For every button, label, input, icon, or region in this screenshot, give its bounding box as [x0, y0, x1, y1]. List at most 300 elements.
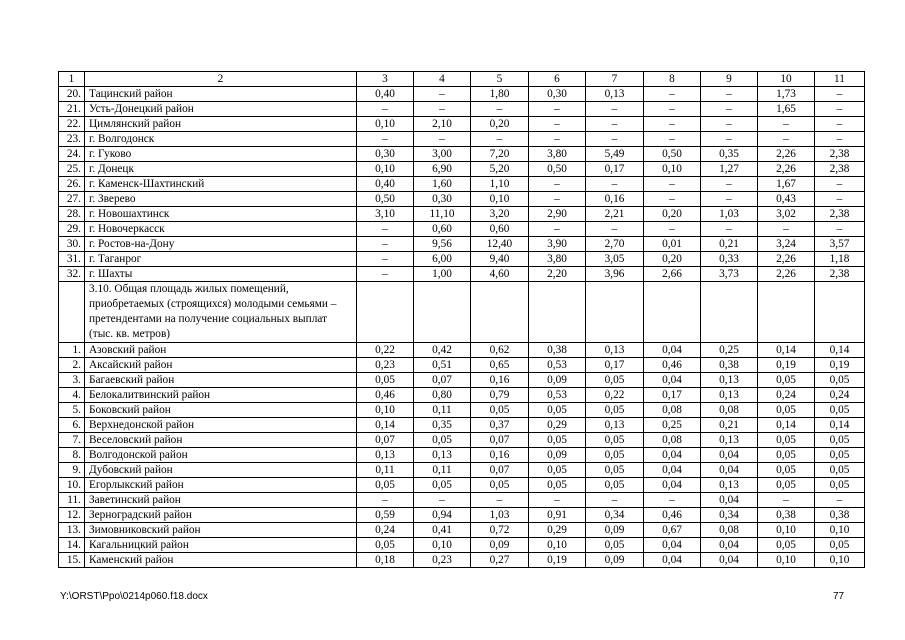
- section-title: 3.10. Общая площадь жилых помещений, приобретаемых (строящихся) молодыми семьями – претендентами на получение социальных выплат (тыс. кв. метров): [85, 282, 357, 343]
- row-number: 4.: [59, 388, 85, 403]
- value-cell: 3,02: [758, 207, 815, 222]
- value-cell: –: [701, 192, 758, 207]
- value-cell: 0,42: [414, 343, 471, 358]
- value-cell: 0,05: [758, 448, 815, 463]
- empty-cell: [529, 282, 586, 343]
- row-number: 23.: [59, 132, 85, 147]
- row-name: Боковский район: [85, 403, 357, 418]
- table-row: [59, 87, 865, 102]
- value-cell: 0,38: [701, 358, 758, 373]
- row-name: Егорлыкский район: [85, 478, 357, 493]
- value-cell: –: [815, 177, 865, 192]
- value-cell: –: [586, 117, 644, 132]
- value-cell: 0,21: [701, 237, 758, 252]
- value-cell: 0,08: [644, 403, 701, 418]
- value-cell: 3,20: [471, 207, 529, 222]
- row-number: 14.: [59, 538, 85, 553]
- row-number: 22.: [59, 117, 85, 132]
- column-header: 7: [586, 72, 644, 87]
- table-row: [59, 162, 865, 177]
- table-row: [59, 102, 865, 117]
- value-cell: –: [529, 177, 586, 192]
- row-name: Дубовский район: [85, 463, 357, 478]
- empty-cell: [357, 282, 414, 343]
- value-cell: –: [644, 222, 701, 237]
- row-name: г. Ростов-на-Дону: [85, 237, 357, 252]
- column-header: 8: [644, 72, 701, 87]
- empty-cell: [414, 282, 471, 343]
- table-row: [59, 207, 865, 222]
- value-cell: 0,04: [701, 463, 758, 478]
- value-cell: 0,13: [586, 87, 644, 102]
- value-cell: 0,05: [586, 538, 644, 553]
- empty-cell: [815, 282, 865, 343]
- value-cell: 1,18: [815, 252, 865, 267]
- value-cell: 2,26: [758, 147, 815, 162]
- value-cell: 0,29: [529, 523, 586, 538]
- value-cell: 3,00: [414, 147, 471, 162]
- row-number: 3.: [59, 373, 85, 388]
- row-number: 7.: [59, 433, 85, 448]
- value-cell: –: [815, 222, 865, 237]
- value-cell: 0,16: [471, 448, 529, 463]
- row-name: Багаевский район: [85, 373, 357, 388]
- row-number: 20.: [59, 87, 85, 102]
- value-cell: 0,07: [357, 433, 414, 448]
- value-cell: 0,05: [586, 448, 644, 463]
- value-cell: 0,30: [414, 192, 471, 207]
- value-cell: 0,05: [414, 433, 471, 448]
- value-cell: 0,10: [414, 538, 471, 553]
- value-cell: –: [357, 132, 414, 147]
- table-row: [59, 433, 865, 448]
- value-cell: –: [529, 132, 586, 147]
- table-row: [59, 358, 865, 373]
- value-cell: 0,24: [815, 388, 865, 403]
- value-cell: 0,04: [701, 493, 758, 508]
- value-cell: 1,00: [414, 267, 471, 282]
- value-cell: 0,05: [529, 463, 586, 478]
- value-cell: 2,26: [758, 252, 815, 267]
- value-cell: 0,11: [414, 403, 471, 418]
- table-row: [59, 538, 865, 553]
- value-cell: 4,60: [471, 267, 529, 282]
- value-cell: 0,07: [471, 463, 529, 478]
- row-name: г. Шахты: [85, 267, 357, 282]
- table-row: [59, 478, 865, 493]
- value-cell: 11,10: [414, 207, 471, 222]
- value-cell: 0,10: [644, 162, 701, 177]
- value-cell: 0,05: [357, 478, 414, 493]
- row-number: 15.: [59, 553, 85, 568]
- value-cell: 0,05: [586, 433, 644, 448]
- value-cell: 0,05: [586, 463, 644, 478]
- column-header: 1: [59, 72, 85, 87]
- header-row: [59, 72, 865, 87]
- row-name: г. Волгодонск: [85, 132, 357, 147]
- value-cell: 0,23: [414, 553, 471, 568]
- value-cell: 2,38: [815, 162, 865, 177]
- value-cell: –: [815, 102, 865, 117]
- row-name: г. Каменск-Шахтинский: [85, 177, 357, 192]
- value-cell: –: [357, 102, 414, 117]
- value-cell: –: [701, 177, 758, 192]
- value-cell: 0,10: [357, 403, 414, 418]
- value-cell: 0,05: [471, 478, 529, 493]
- value-cell: 0,13: [357, 448, 414, 463]
- row-number: 29.: [59, 222, 85, 237]
- value-cell: –: [414, 102, 471, 117]
- row-number: 11.: [59, 493, 85, 508]
- value-cell: –: [758, 493, 815, 508]
- row-name: Азовский район: [85, 343, 357, 358]
- value-cell: 0,46: [644, 508, 701, 523]
- value-cell: 0,05: [414, 478, 471, 493]
- value-cell: 0,05: [357, 373, 414, 388]
- column-header: 11: [815, 72, 865, 87]
- value-cell: 0,20: [471, 117, 529, 132]
- value-cell: 0,04: [701, 553, 758, 568]
- table-row: [59, 448, 865, 463]
- value-cell: 3,57: [815, 237, 865, 252]
- value-cell: 0,21: [701, 418, 758, 433]
- table-row: [59, 132, 865, 147]
- value-cell: 0,35: [414, 418, 471, 433]
- value-cell: –: [644, 493, 701, 508]
- value-cell: 2,26: [758, 162, 815, 177]
- table-row: [59, 418, 865, 433]
- value-cell: 0,05: [586, 403, 644, 418]
- table-row: [59, 523, 865, 538]
- value-cell: 3,73: [701, 267, 758, 282]
- value-cell: 0,04: [644, 538, 701, 553]
- value-cell: –: [815, 192, 865, 207]
- value-cell: 1,60: [414, 177, 471, 192]
- table-row: [59, 147, 865, 162]
- value-cell: –: [357, 222, 414, 237]
- value-cell: –: [701, 117, 758, 132]
- value-cell: 0,09: [586, 523, 644, 538]
- value-cell: 3,05: [586, 252, 644, 267]
- value-cell: 0,04: [644, 373, 701, 388]
- value-cell: 0,14: [357, 418, 414, 433]
- value-cell: 0,79: [471, 388, 529, 403]
- value-cell: 0,05: [815, 403, 865, 418]
- table-row: [59, 192, 865, 207]
- value-cell: 0,17: [586, 162, 644, 177]
- value-cell: –: [644, 192, 701, 207]
- value-cell: 1,10: [471, 177, 529, 192]
- value-cell: 0,17: [586, 358, 644, 373]
- value-cell: –: [586, 493, 644, 508]
- value-cell: 0,11: [414, 463, 471, 478]
- value-cell: 0,38: [815, 508, 865, 523]
- row-number: 32.: [59, 267, 85, 282]
- value-cell: 0,18: [357, 553, 414, 568]
- table-row: [59, 237, 865, 252]
- value-cell: –: [529, 117, 586, 132]
- empty-cell: [586, 282, 644, 343]
- value-cell: 0,04: [644, 463, 701, 478]
- value-cell: 6,90: [414, 162, 471, 177]
- value-cell: 1,73: [758, 87, 815, 102]
- row-number: 12.: [59, 508, 85, 523]
- value-cell: –: [701, 222, 758, 237]
- value-cell: –: [701, 87, 758, 102]
- row-number: 25.: [59, 162, 85, 177]
- value-cell: 0,05: [815, 538, 865, 553]
- value-cell: 0,05: [815, 463, 865, 478]
- value-cell: 1,27: [701, 162, 758, 177]
- value-cell: 3,80: [529, 252, 586, 267]
- value-cell: 7,20: [471, 147, 529, 162]
- value-cell: –: [529, 493, 586, 508]
- value-cell: 0,10: [758, 553, 815, 568]
- value-cell: 0,10: [357, 162, 414, 177]
- row-name: г. Новочеркасск: [85, 222, 357, 237]
- value-cell: 0,05: [815, 433, 865, 448]
- value-cell: 0,19: [758, 358, 815, 373]
- value-cell: –: [586, 222, 644, 237]
- row-name: Белокалитвинский район: [85, 388, 357, 403]
- value-cell: 0,05: [758, 538, 815, 553]
- value-cell: 0,05: [758, 478, 815, 493]
- row-number: 13.: [59, 523, 85, 538]
- value-cell: –: [644, 177, 701, 192]
- row-name: Кагальницкий район: [85, 538, 357, 553]
- row-name: Зерноградский район: [85, 508, 357, 523]
- value-cell: 2,66: [644, 267, 701, 282]
- row-number: 2.: [59, 358, 85, 373]
- value-cell: –: [471, 132, 529, 147]
- row-name: Волгодонской район: [85, 448, 357, 463]
- value-cell: 0,01: [644, 237, 701, 252]
- value-cell: 0,10: [357, 117, 414, 132]
- value-cell: 0,62: [471, 343, 529, 358]
- value-cell: –: [644, 117, 701, 132]
- value-cell: 0,24: [758, 388, 815, 403]
- empty-cell: [758, 282, 815, 343]
- column-header: 9: [701, 72, 758, 87]
- column-header: 6: [529, 72, 586, 87]
- table-row: [59, 388, 865, 403]
- value-cell: 0,34: [701, 508, 758, 523]
- value-cell: 9,40: [471, 252, 529, 267]
- value-cell: 0,19: [529, 553, 586, 568]
- value-cell: 0,17: [644, 388, 701, 403]
- value-cell: 0,13: [701, 373, 758, 388]
- value-cell: 0,46: [644, 358, 701, 373]
- value-cell: –: [701, 102, 758, 117]
- row-number: 10.: [59, 478, 85, 493]
- value-cell: 0,04: [644, 553, 701, 568]
- value-cell: 1,65: [758, 102, 815, 117]
- value-cell: 0,09: [471, 538, 529, 553]
- value-cell: 0,24: [357, 523, 414, 538]
- value-cell: 0,08: [701, 523, 758, 538]
- table-row: [59, 493, 865, 508]
- data-table: [58, 71, 865, 568]
- value-cell: 3,90: [529, 237, 586, 252]
- value-cell: 2,38: [815, 147, 865, 162]
- value-cell: 3,10: [357, 207, 414, 222]
- value-cell: 0,13: [586, 418, 644, 433]
- value-cell: –: [586, 132, 644, 147]
- value-cell: 0,41: [414, 523, 471, 538]
- value-cell: 6,00: [414, 252, 471, 267]
- row-name: Цимлянский район: [85, 117, 357, 132]
- value-cell: 0,05: [758, 403, 815, 418]
- row-number: 6.: [59, 418, 85, 433]
- value-cell: 1,03: [701, 207, 758, 222]
- table-row: [59, 463, 865, 478]
- value-cell: –: [701, 132, 758, 147]
- value-cell: 12,40: [471, 237, 529, 252]
- value-cell: 5,20: [471, 162, 529, 177]
- value-cell: 0,05: [758, 433, 815, 448]
- table-row: [59, 222, 865, 237]
- row-number: 31.: [59, 252, 85, 267]
- row-name: г. Донецк: [85, 162, 357, 177]
- value-cell: 3,24: [758, 237, 815, 252]
- value-cell: 0,22: [586, 388, 644, 403]
- row-number: 27.: [59, 192, 85, 207]
- value-cell: –: [529, 192, 586, 207]
- table-row: [59, 373, 865, 388]
- value-cell: 0,65: [471, 358, 529, 373]
- value-cell: 0,04: [644, 448, 701, 463]
- value-cell: 0,13: [701, 433, 758, 448]
- value-cell: 0,05: [815, 478, 865, 493]
- value-cell: –: [414, 132, 471, 147]
- row-name: г. Гуково: [85, 147, 357, 162]
- value-cell: 9,56: [414, 237, 471, 252]
- value-cell: 0,53: [529, 358, 586, 373]
- value-cell: 0,53: [529, 388, 586, 403]
- value-cell: 0,51: [414, 358, 471, 373]
- value-cell: 1,67: [758, 177, 815, 192]
- row-name: Аксайский район: [85, 358, 357, 373]
- value-cell: 0,29: [529, 418, 586, 433]
- table-row: [59, 267, 865, 282]
- value-cell: –: [758, 222, 815, 237]
- value-cell: 0,14: [758, 343, 815, 358]
- value-cell: 0,19: [815, 358, 865, 373]
- row-name: Верхнедонской район: [85, 418, 357, 433]
- table-row: [59, 252, 865, 267]
- value-cell: 0,35: [701, 147, 758, 162]
- value-cell: 0,46: [357, 388, 414, 403]
- value-cell: –: [644, 132, 701, 147]
- value-cell: 0,10: [815, 523, 865, 538]
- value-cell: 0,38: [758, 508, 815, 523]
- value-cell: 2,20: [529, 267, 586, 282]
- value-cell: 0,09: [529, 448, 586, 463]
- value-cell: 0,37: [471, 418, 529, 433]
- value-cell: 0,30: [529, 87, 586, 102]
- value-cell: 0,13: [701, 478, 758, 493]
- value-cell: 0,04: [701, 538, 758, 553]
- value-cell: 0,33: [701, 252, 758, 267]
- value-cell: 1,03: [471, 508, 529, 523]
- value-cell: 1,80: [471, 87, 529, 102]
- value-cell: 0,13: [414, 448, 471, 463]
- column-header: 5: [471, 72, 529, 87]
- value-cell: 0,14: [758, 418, 815, 433]
- value-cell: –: [586, 102, 644, 117]
- value-cell: 0,10: [758, 523, 815, 538]
- value-cell: –: [815, 87, 865, 102]
- value-cell: 0,20: [644, 252, 701, 267]
- value-cell: 0,10: [815, 553, 865, 568]
- row-number: 30.: [59, 237, 85, 252]
- value-cell: 0,05: [529, 403, 586, 418]
- value-cell: 0,22: [357, 343, 414, 358]
- value-cell: 0,05: [758, 373, 815, 388]
- value-cell: 2,10: [414, 117, 471, 132]
- value-cell: 0,50: [357, 192, 414, 207]
- value-cell: –: [414, 87, 471, 102]
- value-cell: 0,10: [529, 538, 586, 553]
- row-name: Веселовский район: [85, 433, 357, 448]
- value-cell: –: [758, 117, 815, 132]
- footer-file-path: Y:\ORST\Ppo\0214p060.f18.docx: [60, 591, 208, 602]
- row-number: 9.: [59, 463, 85, 478]
- row-name: г. Таганрог: [85, 252, 357, 267]
- value-cell: –: [586, 177, 644, 192]
- value-cell: –: [529, 102, 586, 117]
- value-cell: –: [758, 132, 815, 147]
- row-name: Каменский район: [85, 553, 357, 568]
- row-name: Тацинский район: [85, 87, 357, 102]
- value-cell: 0,38: [529, 343, 586, 358]
- value-cell: 0,27: [471, 553, 529, 568]
- value-cell: 0,50: [529, 162, 586, 177]
- value-cell: 0,60: [471, 222, 529, 237]
- value-cell: –: [815, 132, 865, 147]
- row-name: Заветинский район: [85, 493, 357, 508]
- value-cell: 0,09: [529, 373, 586, 388]
- value-cell: 0,10: [471, 192, 529, 207]
- value-cell: –: [471, 493, 529, 508]
- value-cell: –: [529, 222, 586, 237]
- value-cell: –: [644, 102, 701, 117]
- section-row: [59, 282, 865, 343]
- row-name: Усть-Донецкий район: [85, 102, 357, 117]
- row-name: г. Новошахтинск: [85, 207, 357, 222]
- value-cell: 0,43: [758, 192, 815, 207]
- value-cell: 0,13: [586, 343, 644, 358]
- table-row: [59, 117, 865, 132]
- value-cell: 0,13: [701, 388, 758, 403]
- value-cell: 0,11: [357, 463, 414, 478]
- value-cell: –: [414, 493, 471, 508]
- value-cell: 0,07: [414, 373, 471, 388]
- value-cell: 0,16: [586, 192, 644, 207]
- value-cell: 3,96: [586, 267, 644, 282]
- value-cell: 0,05: [815, 448, 865, 463]
- row-number: 26.: [59, 177, 85, 192]
- value-cell: 0,16: [471, 373, 529, 388]
- value-cell: 0,08: [644, 433, 701, 448]
- value-cell: 0,05: [758, 463, 815, 478]
- value-cell: 0,80: [414, 388, 471, 403]
- value-cell: 0,34: [586, 508, 644, 523]
- value-cell: 0,08: [701, 403, 758, 418]
- value-cell: –: [815, 493, 865, 508]
- value-cell: 0,50: [644, 147, 701, 162]
- empty-cell: [644, 282, 701, 343]
